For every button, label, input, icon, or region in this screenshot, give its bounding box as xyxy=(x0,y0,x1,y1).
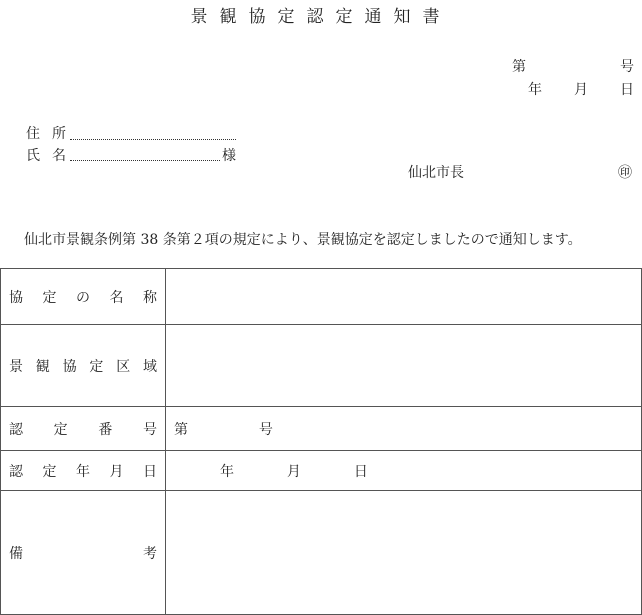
cert-date-year: 年 xyxy=(220,463,234,480)
date-month: 月 xyxy=(574,82,588,98)
row-label-agreement-area xyxy=(1,325,166,407)
label-char: 認 xyxy=(9,421,23,438)
label-spread xyxy=(9,287,157,307)
label-spread xyxy=(9,356,157,376)
table-row xyxy=(1,451,642,491)
label-char: 番 xyxy=(98,421,113,438)
address-line[interactable] xyxy=(70,139,236,140)
label-char: 観 xyxy=(35,358,50,375)
notice-text: 仙北市景観条例第 38 条第２項の規定により、景観協定を認定しましたので通知します。 xyxy=(24,232,582,248)
certification-table xyxy=(0,268,642,615)
label-char: 協 xyxy=(9,289,23,306)
cert-number-suffix: 号 xyxy=(258,421,273,438)
label-char: 年 xyxy=(76,463,90,480)
cert-date-cell[interactable] xyxy=(166,451,642,491)
label-char: 称 xyxy=(143,289,157,306)
agreement-name-cell[interactable] xyxy=(166,269,642,325)
cert-number-prefix: 第 xyxy=(174,421,188,438)
label-char: の xyxy=(76,289,90,306)
table-row xyxy=(1,325,642,407)
label-char: 名 xyxy=(109,289,124,306)
label-char: 定 xyxy=(42,289,57,306)
row-label-cert-number xyxy=(1,407,166,451)
document-title: 景観協定認定通知書 xyxy=(190,7,452,27)
label-char: 月 xyxy=(109,463,124,480)
label-char: 定 xyxy=(89,358,104,375)
label-spread xyxy=(9,419,157,439)
table-row xyxy=(1,407,642,451)
document-number xyxy=(512,56,634,76)
agreement-area-cell[interactable] xyxy=(166,325,642,407)
cert-number-cell[interactable] xyxy=(166,407,642,451)
honorific: 様 xyxy=(222,148,236,164)
cert-date-month: 月 xyxy=(286,463,301,480)
label-char: 定 xyxy=(53,421,68,438)
label-char: 日 xyxy=(143,463,157,480)
table-row xyxy=(1,491,642,615)
cert-date-day: 日 xyxy=(353,463,368,480)
remarks-cell[interactable] xyxy=(166,491,642,615)
row-label-remarks xyxy=(1,491,166,615)
document-date xyxy=(528,79,634,99)
label-char: 認 xyxy=(9,463,23,480)
number-suffix: 号 xyxy=(620,59,634,75)
name-line[interactable] xyxy=(70,160,220,161)
address-label: 住所 xyxy=(26,126,78,142)
label-char: 区 xyxy=(116,358,131,375)
date-day: 日 xyxy=(620,82,634,98)
number-prefix: 第 xyxy=(512,59,526,75)
label-spread xyxy=(9,461,157,481)
seal-icon: ㊞ xyxy=(618,165,632,181)
label-char: 景 xyxy=(9,358,23,375)
label-char: 備 xyxy=(9,545,23,562)
date-year: 年 xyxy=(528,82,542,98)
label-spread xyxy=(9,543,157,563)
label-char: 定 xyxy=(42,463,57,480)
label-char: 考 xyxy=(143,545,157,562)
row-label-agreement-name xyxy=(1,269,166,325)
label-char: 号 xyxy=(142,421,157,438)
label-char: 協 xyxy=(62,358,77,375)
issuer-title: 仙北市長 xyxy=(408,165,464,181)
label-char: 域 xyxy=(142,358,157,375)
name-label: 氏名 xyxy=(26,148,78,164)
table-row xyxy=(1,269,642,325)
row-label-cert-date xyxy=(1,451,166,491)
